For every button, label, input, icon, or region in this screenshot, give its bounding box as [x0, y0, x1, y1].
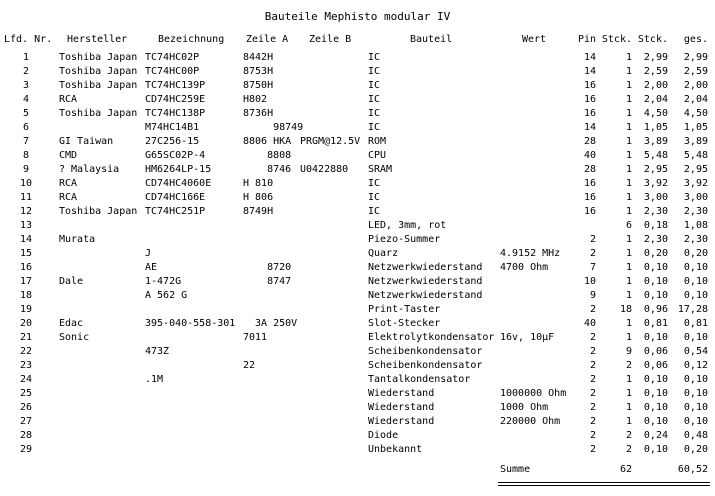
cell-stueck: 1: [625, 108, 632, 119]
cell-stueckpreis: 0,10: [643, 444, 668, 455]
cell-lfd: 9: [22, 164, 30, 175]
cell-lfd: 29: [19, 444, 33, 455]
cell-pin: 9: [589, 290, 596, 301]
cell-zeile-b: U0422880: [300, 164, 349, 175]
table-row: [0, 289, 715, 303]
table-row: [0, 177, 715, 191]
cell-zeile-a: 8747: [243, 276, 292, 287]
header-stueckpreis: Stck.: [637, 34, 668, 45]
cell-stueckpreis: 0,96: [643, 304, 668, 315]
header-zeile-a: Zeile A: [246, 34, 289, 45]
cell-stueck: 2: [625, 360, 632, 371]
cell-bauteil: Netzwerkwiederstand: [368, 290, 483, 301]
cell-gesamt: 0,12: [683, 360, 708, 371]
cell-zeile-a: H802: [243, 94, 268, 105]
cell-gesamt: 0,48: [683, 430, 708, 441]
cell-bauteil: Scheibenkondensator: [368, 360, 483, 371]
cell-pin: 2: [589, 234, 596, 245]
cell-pin: 2: [589, 374, 596, 385]
cell-gesamt: 0,10: [683, 290, 708, 301]
cell-gesamt: 17,28: [677, 304, 708, 315]
cell-pin: 28: [583, 136, 596, 147]
cell-zeile-a: H 810: [243, 178, 274, 189]
cell-hersteller: Murata: [59, 234, 96, 245]
table-row: [0, 317, 715, 331]
cell-gesamt: 1,08: [683, 220, 708, 231]
table-row: [0, 415, 715, 429]
cell-gesamt: 2,95: [683, 164, 708, 175]
cell-gesamt: 1,05: [683, 122, 708, 133]
cell-bezeichnung: 27C256-15: [145, 136, 200, 147]
cell-lfd: 23: [19, 360, 33, 371]
table-row: [0, 443, 715, 457]
cell-hersteller: RCA: [59, 178, 78, 189]
cell-pin: 2: [589, 304, 596, 315]
cell-lfd: 7: [22, 136, 30, 147]
cell-bauteil: IC: [368, 52, 381, 63]
summary-underline-bottom: [498, 485, 710, 486]
cell-stueck: 2: [625, 444, 632, 455]
header-stueck: Stck.: [601, 34, 632, 45]
cell-zeile-a: 3A 250V: [243, 318, 298, 329]
cell-lfd: 12: [19, 206, 33, 217]
header-gesamt: ges.: [683, 34, 708, 45]
table-row: [0, 261, 715, 275]
cell-stueck: 1: [625, 276, 632, 287]
cell-stueck: 18: [619, 304, 632, 315]
cell-bauteil: IC: [368, 206, 381, 217]
cell-stueck: 1: [625, 402, 632, 413]
cell-pin: 16: [583, 80, 596, 91]
cell-pin: 16: [583, 94, 596, 105]
cell-zeile-a: 8746: [243, 164, 292, 175]
cell-bezeichnung: 395-040-558-301: [145, 318, 236, 329]
cell-pin: 10: [583, 276, 596, 287]
cell-wert: 220000 Ohm: [500, 416, 561, 427]
cell-bauteil: CPU: [368, 150, 387, 161]
cell-bauteil: IC: [368, 66, 381, 77]
cell-gesamt: 2,30: [683, 206, 708, 217]
cell-zeile-a: 22: [243, 360, 256, 371]
cell-gesamt: 4,50: [683, 108, 708, 119]
table-row: [0, 331, 715, 345]
cell-bauteil: Diode: [368, 430, 399, 441]
cell-stueckpreis: 1,05: [643, 122, 668, 133]
cell-bauteil: IC: [368, 108, 381, 119]
cell-bauteil: Slot-Stecker: [368, 318, 441, 329]
cell-stueckpreis: 0,10: [643, 262, 668, 273]
table-row: [0, 205, 715, 219]
cell-bezeichnung: TC74HC139P: [145, 80, 206, 91]
cell-wert: 1000000 Ohm: [500, 388, 567, 399]
cell-zeile-a: 8808: [243, 150, 292, 161]
cell-stueck: 1: [625, 262, 632, 273]
cell-hersteller: Toshiba Japan: [59, 66, 138, 77]
header-lfd: Lfd. Nr.: [4, 34, 53, 45]
cell-bauteil: IC: [368, 94, 381, 105]
cell-lfd: 3: [22, 80, 30, 91]
cell-zeile-a: 98749: [243, 122, 304, 133]
cell-bauteil: SRAM: [368, 164, 393, 175]
cell-bezeichnung: A 562 G: [145, 290, 188, 301]
cell-bauteil: Wiederstand: [368, 416, 435, 427]
cell-pin: 28: [583, 164, 596, 175]
cell-stueck: 1: [625, 178, 632, 189]
cell-stueck: 1: [625, 136, 632, 147]
cell-bezeichnung: M74HC14B1: [145, 122, 200, 133]
summary-label: Summe: [500, 464, 531, 475]
cell-gesamt: 0,10: [683, 416, 708, 427]
cell-gesamt: 2,04: [683, 94, 708, 105]
cell-bauteil: Tantalkondensator: [368, 374, 471, 385]
cell-hersteller: ? Malaysia: [59, 164, 120, 175]
cell-pin: 2: [589, 388, 596, 399]
cell-lfd: 21: [19, 332, 33, 343]
cell-bauteil: IC: [368, 178, 381, 189]
cell-bezeichnung: CD74HC259E: [145, 94, 206, 105]
cell-pin: 2: [589, 416, 596, 427]
cell-stueckpreis: 0,18: [643, 220, 668, 231]
cell-bezeichnung: HM6264LP-15: [145, 164, 212, 175]
cell-pin: 40: [583, 150, 596, 161]
header-pin: Pin: [577, 34, 596, 45]
cell-gesamt: 0,10: [683, 388, 708, 399]
cell-bauteil: Netzwerkwiederstand: [368, 262, 483, 273]
cell-hersteller: CMD: [59, 150, 78, 161]
cell-pin: 16: [583, 206, 596, 217]
cell-stueck: 1: [625, 290, 632, 301]
cell-gesamt: 0,81: [683, 318, 708, 329]
cell-gesamt: 2,00: [683, 80, 708, 91]
cell-stueckpreis: 2,00: [643, 80, 668, 91]
cell-bauteil: Scheibenkondensator: [368, 346, 483, 357]
cell-bauteil: Wiederstand: [368, 402, 435, 413]
cell-lfd: 13: [19, 220, 33, 231]
cell-lfd: 4: [22, 94, 30, 105]
cell-lfd: 16: [19, 262, 33, 273]
cell-gesamt: 0,10: [683, 262, 708, 273]
cell-bauteil: Elektrolytkondensator: [368, 332, 495, 343]
cell-lfd: 11: [19, 192, 33, 203]
cell-hersteller: Sonic: [59, 332, 90, 343]
cell-stueckpreis: 0,06: [643, 360, 668, 371]
cell-bezeichnung: CD74HC4060E: [145, 178, 212, 189]
cell-stueck: 2: [625, 430, 632, 441]
cell-stueck: 1: [625, 332, 632, 343]
cell-zeile-a: H 806: [243, 192, 274, 203]
table-row: [0, 79, 715, 93]
cell-stueckpreis: 4,50: [643, 108, 668, 119]
cell-bauteil: IC: [368, 122, 381, 133]
table-row: [0, 65, 715, 79]
cell-bauteil: Print-Taster: [368, 304, 441, 315]
cell-hersteller: RCA: [59, 94, 78, 105]
cell-pin: 2: [589, 402, 596, 413]
cell-stueck: 1: [625, 80, 632, 91]
header-wert: Wert: [522, 34, 547, 45]
cell-stueckpreis: 0,10: [643, 388, 668, 399]
cell-stueck: 1: [625, 66, 632, 77]
cell-pin: 2: [589, 360, 596, 371]
cell-stueckpreis: 0,20: [643, 248, 668, 259]
cell-lfd: 15: [19, 248, 33, 259]
cell-lfd: 14: [19, 234, 33, 245]
cell-bauteil: ROM: [368, 136, 387, 147]
document-title: Bauteile Mephisto modular IV: [264, 10, 451, 23]
cell-bauteil: Quarz: [368, 248, 399, 259]
cell-pin: 14: [583, 122, 596, 133]
cell-bezeichnung: CD74HC166E: [145, 192, 206, 203]
cell-stueckpreis: 0,10: [643, 416, 668, 427]
cell-stueckpreis: 2,30: [643, 234, 668, 245]
cell-stueckpreis: 0,06: [643, 346, 668, 357]
cell-gesamt: 5,48: [683, 150, 708, 161]
cell-pin: 2: [589, 332, 596, 343]
table-row: [0, 191, 715, 205]
cell-bauteil: IC: [368, 192, 381, 203]
cell-stueck: 1: [625, 248, 632, 259]
cell-gesamt: 0,10: [683, 374, 708, 385]
table-row: [0, 275, 715, 289]
table-row: [0, 247, 715, 261]
cell-bezeichnung: TC74HC138P: [145, 108, 206, 119]
cell-gesamt: 3,00: [683, 192, 708, 203]
cell-lfd: 27: [19, 416, 33, 427]
cell-stueckpreis: 0,10: [643, 374, 668, 385]
cell-pin: 14: [583, 66, 596, 77]
cell-stueckpreis: 2,99: [643, 52, 668, 63]
cell-lfd: 28: [19, 430, 33, 441]
cell-bezeichnung: AE: [145, 262, 158, 273]
table-row: [0, 387, 715, 401]
cell-lfd: 1: [22, 52, 30, 63]
cell-bezeichnung: TC74HC02P: [145, 52, 200, 63]
cell-pin: 16: [583, 178, 596, 189]
cell-stueckpreis: 3,00: [643, 192, 668, 203]
table-row: [0, 107, 715, 121]
cell-gesamt: 0,10: [683, 332, 708, 343]
cell-bauteil: IC: [368, 80, 381, 91]
cell-lfd: 5: [22, 108, 30, 119]
cell-bezeichnung: J: [145, 248, 152, 259]
table-row: [0, 135, 715, 149]
cell-gesamt: 2,59: [683, 66, 708, 77]
cell-zeile-a: 8736H: [243, 108, 274, 119]
table-row: [0, 149, 715, 163]
cell-pin: 2: [589, 248, 596, 259]
cell-wert: 4.9152 MHz: [500, 248, 561, 259]
table-header: [0, 33, 715, 47]
cell-zeile-a: 8806 HKA: [243, 136, 292, 147]
header-bezeichnung: Bezeichnung: [158, 34, 225, 45]
cell-pin: 2: [589, 346, 596, 357]
cell-stueckpreis: 2,59: [643, 66, 668, 77]
cell-zeile-a: 8750H: [243, 80, 274, 91]
cell-stueckpreis: 0,10: [643, 290, 668, 301]
cell-lfd: 18: [19, 290, 33, 301]
cell-gesamt: 0,20: [683, 444, 708, 455]
table-row: [0, 121, 715, 135]
cell-lfd: 6: [22, 122, 30, 133]
cell-pin: 7: [589, 262, 596, 273]
cell-stueckpreis: 0,24: [643, 430, 668, 441]
cell-gesamt: 0,10: [683, 276, 708, 287]
cell-pin: 14: [583, 52, 596, 63]
cell-hersteller: RCA: [59, 192, 78, 203]
summary-stueck: 62: [619, 464, 632, 475]
cell-stueckpreis: 2,04: [643, 94, 668, 105]
cell-wert: 4700 Ohm: [500, 262, 549, 273]
table-row: [0, 219, 715, 233]
cell-zeile-a: 8749H: [243, 206, 274, 217]
cell-zeile-a: 7011: [243, 332, 268, 343]
cell-gesamt: 0,54: [683, 346, 708, 357]
cell-gesamt: 2,99: [683, 52, 708, 63]
cell-lfd: 17: [19, 276, 33, 287]
cell-gesamt: 3,89: [683, 136, 708, 147]
header-bauteil: Bauteil: [410, 34, 453, 45]
cell-lfd: 19: [19, 304, 33, 315]
cell-wert: 1000 Ohm: [500, 402, 549, 413]
cell-zeile-a: 8753H: [243, 66, 274, 77]
header-hersteller: Hersteller: [67, 34, 128, 45]
cell-bezeichnung: .1M: [145, 374, 164, 385]
cell-stueckpreis: 0,10: [643, 332, 668, 343]
cell-bezeichnung: 473Z: [145, 346, 170, 357]
cell-lfd: 2: [22, 66, 30, 77]
cell-hersteller: Toshiba Japan: [59, 206, 138, 217]
cell-bezeichnung: TC74HC251P: [145, 206, 206, 217]
cell-stueck: 1: [625, 52, 632, 63]
table-row: [0, 345, 715, 359]
cell-bezeichnung: TC74HC00P: [145, 66, 200, 77]
cell-bauteil: LED, 3mm, rot: [368, 220, 447, 231]
cell-stueckpreis: 2,30: [643, 206, 668, 217]
cell-zeile-a: 8720: [243, 262, 292, 273]
cell-stueck: 1: [625, 94, 632, 105]
cell-hersteller: Dale: [59, 276, 84, 287]
cell-gesamt: 2,30: [683, 234, 708, 245]
cell-stueckpreis: 3,89: [643, 136, 668, 147]
table-row: [0, 163, 715, 177]
table-row: [0, 303, 715, 317]
cell-stueck: 1: [625, 318, 632, 329]
cell-bauteil: Wiederstand: [368, 388, 435, 399]
table-row: [0, 233, 715, 247]
cell-stueckpreis: 0,81: [643, 318, 668, 329]
cell-zeile-b: PRGM@12.5V: [300, 136, 361, 147]
cell-stueck: 1: [625, 234, 632, 245]
cell-lfd: 24: [19, 374, 33, 385]
cell-bauteil: Unbekannt: [368, 444, 423, 455]
cell-pin: 16: [583, 192, 596, 203]
cell-gesamt: 3,92: [683, 178, 708, 189]
cell-stueckpreis: 5,48: [643, 150, 668, 161]
cell-stueck: 1: [625, 374, 632, 385]
cell-bezeichnung: G65SC02P-4: [145, 150, 206, 161]
table-row: [0, 429, 715, 443]
cell-bauteil: Netzwerkwiederstand: [368, 276, 483, 287]
cell-stueckpreis: 3,92: [643, 178, 668, 189]
cell-gesamt: 0,20: [683, 248, 708, 259]
cell-stueck: 1: [625, 150, 632, 161]
cell-stueckpreis: 0,10: [643, 402, 668, 413]
table-row: [0, 93, 715, 107]
cell-hersteller: Toshiba Japan: [59, 108, 138, 119]
summary-underline-top: [498, 482, 710, 483]
cell-gesamt: 0,10: [683, 402, 708, 413]
cell-stueck: 1: [625, 122, 632, 133]
cell-stueck: 1: [625, 206, 632, 217]
table-row: [0, 373, 715, 387]
cell-stueckpreis: 2,95: [643, 164, 668, 175]
table-row: [0, 359, 715, 373]
cell-lfd: 10: [19, 178, 33, 189]
cell-hersteller: Edac: [59, 318, 84, 329]
cell-stueck: 1: [625, 388, 632, 399]
cell-pin: 2: [589, 444, 596, 455]
cell-stueck: 6: [625, 220, 632, 231]
summary-gesamt: 60,52: [677, 464, 708, 475]
cell-pin: 40: [583, 318, 596, 329]
table-row: [0, 51, 715, 65]
summary-row: [0, 463, 715, 477]
cell-stueckpreis: 0,10: [643, 276, 668, 287]
cell-lfd: 25: [19, 388, 33, 399]
cell-stueck: 1: [625, 416, 632, 427]
cell-bauteil: Piezo-Summer: [368, 234, 441, 245]
cell-lfd: 20: [19, 318, 33, 329]
cell-stueck: 1: [625, 192, 632, 203]
cell-bezeichnung: 1-472G: [145, 276, 182, 287]
cell-zeile-a: 8442H: [243, 52, 274, 63]
cell-pin: 2: [589, 430, 596, 441]
cell-hersteller: Toshiba Japan: [59, 80, 138, 91]
table-row: [0, 401, 715, 415]
cell-stueck: 9: [625, 346, 632, 357]
cell-lfd: 26: [19, 402, 33, 413]
cell-hersteller: GI Taiwan: [59, 136, 114, 147]
cell-wert: 16v, 10µF: [500, 332, 555, 343]
cell-lfd: 22: [19, 346, 33, 357]
cell-lfd: 8: [22, 150, 30, 161]
cell-hersteller: Toshiba Japan: [59, 52, 138, 63]
header-zeile-b: Zeile B: [309, 34, 352, 45]
cell-pin: 16: [583, 108, 596, 119]
cell-stueck: 1: [625, 164, 632, 175]
